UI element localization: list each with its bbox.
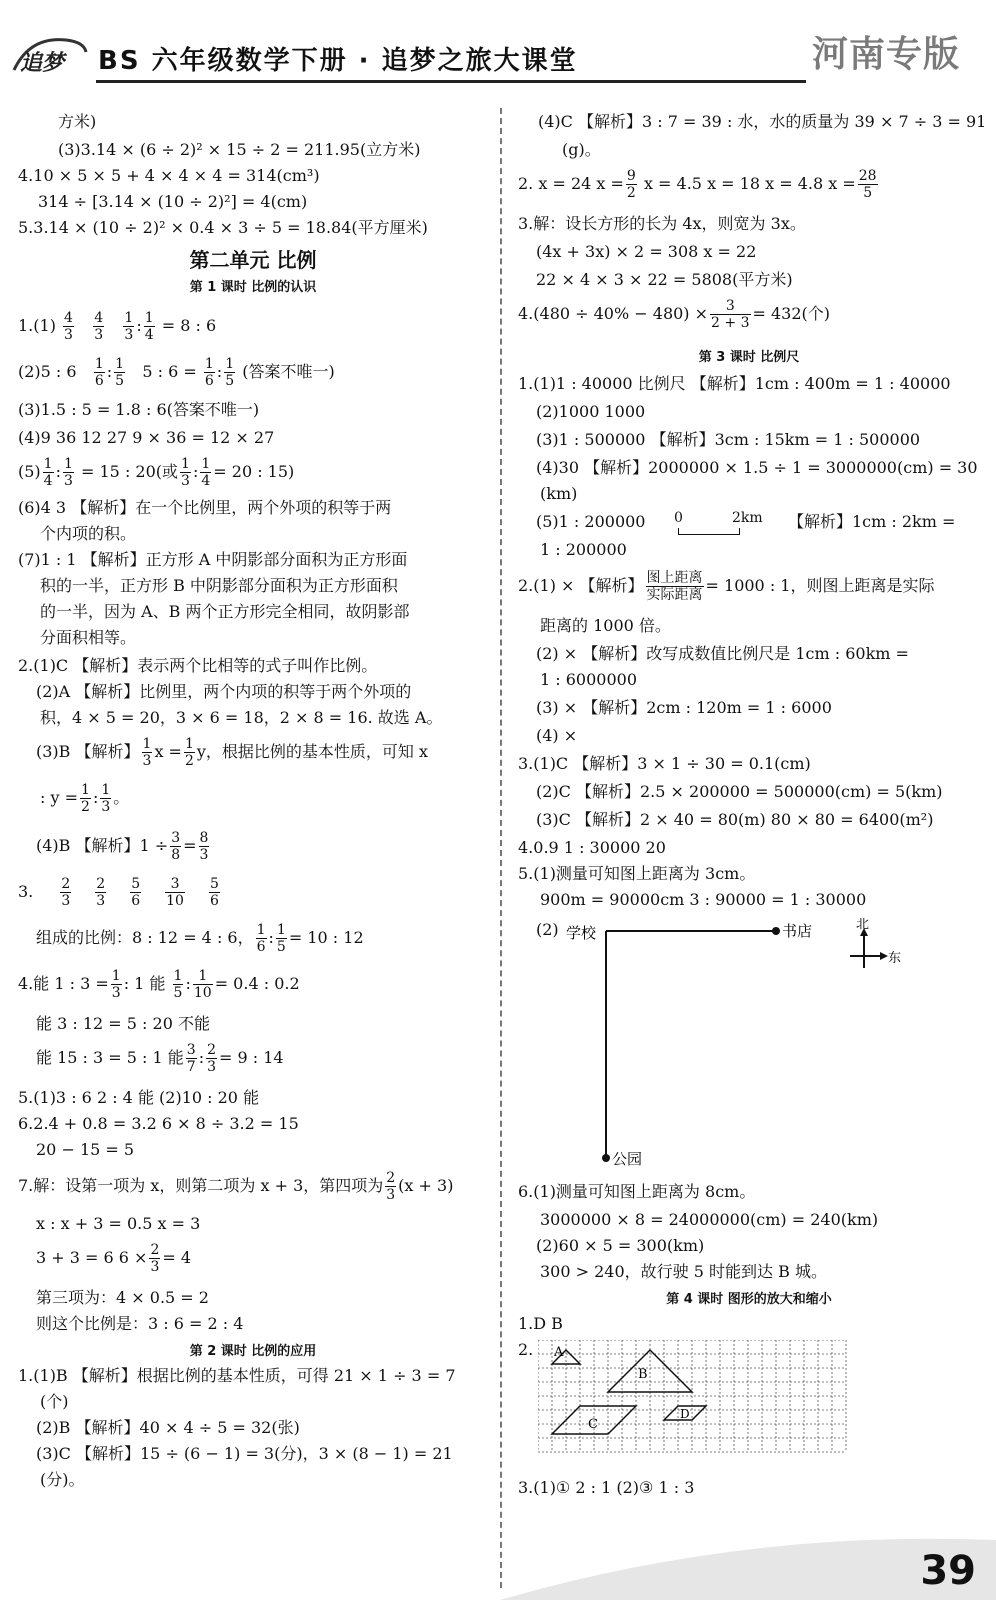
answer-line: (4x + 3x) × 2 = 308 x = 22 <box>536 242 757 261</box>
answer-line: 22 × 4 × 3 × 22 = 5808(平方米) <box>536 270 793 289</box>
answer-line: (5)1 : 200000 <box>536 512 646 531</box>
scale-bar <box>678 528 740 535</box>
answer-line: (g)。 <box>562 140 601 159</box>
answer-line: 组成的比例：8 : 12 = 4 : 6， $\frac{1}{6}$ : $\frac{1}{5}$ = 10 : 12 <box>36 922 364 955</box>
answer-line: 314 ÷ [3.14 × (10 ÷ 2)²] = 4(cm) <box>38 192 308 211</box>
answer-line: 2. x = 24 x = $\frac{9}{2}$ x = 4.5 x = 18 x = 4.8 x = $\frac{28}{5}$ <box>518 168 877 201</box>
answer-line: (4)B 【解析】1 ÷ $\frac{3}{8}$ = $\frac{8}{3}$ <box>36 830 209 863</box>
logo <box>10 30 90 80</box>
answer-line: 3. $\frac{2}{3}$ $\frac{2}{3}$ $\frac{5}{6}$ $\frac{3}{10}$ $\frac{5}{6}$ <box>18 876 219 909</box>
fraction: $\frac{3}{10}$ <box>166 876 184 909</box>
answer-line: 积的一半，正方形 B 中阴影部分面积为正方形面积 <box>40 576 398 595</box>
answer-line: 300 > 240，故行驶 5 时能到达 B 城。 <box>540 1262 827 1281</box>
answer-line: 3.解：设长方形的长为 4x，则宽为 3x。 <box>518 214 806 233</box>
answer-line: (2) × 【解析】改写成数值比例尺是 1cm : 60km = <box>536 644 909 663</box>
bookstore-label: 书店 <box>782 922 813 940</box>
answer-line: (7)1 : 1 【解析】正方形 A 中阴影部分面积为正方形面 <box>18 550 408 569</box>
answer-line: (个) <box>40 1392 69 1411</box>
scale-bar-2km: 2km <box>732 510 763 526</box>
answer-line: 分面积相等。 <box>40 628 137 647</box>
logo-text: 追梦 <box>20 51 65 76</box>
answer-line: 4.0.9 1 : 30000 20 <box>518 838 666 857</box>
answer-line: 能 3 : 12 = 5 : 20 不能 <box>36 1014 210 1033</box>
answer-line: 能 15 : 3 = 5 : 1 能 $\frac{3}{7}$ : $\frac{2}{3}$ = 9 : 14 <box>36 1042 284 1075</box>
page-number: 39 <box>920 1548 976 1594</box>
lesson-title: 第 3 课时 比例尺 <box>698 350 800 365</box>
answer-line: (3) × 【解析】2cm : 120m = 1 : 6000 <box>536 698 832 717</box>
enlargement-grid <box>538 1340 858 1460</box>
answer-line: 1.(1)B 【解析】根据比例的基本性质，可得 21 × 1 ÷ 3 = 7 <box>18 1366 456 1385</box>
answer-line: (3)3.14 × (6 ÷ 2)² × 15 ÷ 2 = 211.95(立方米) <box>58 140 421 159</box>
answer-line: 2.(1)C 【解析】表示两个比相等的式子叫作比例。 <box>18 656 378 675</box>
answer-line: 距离的 1000 倍。 <box>540 616 671 635</box>
answer-line: : y = $\frac{1}{2}$ : $\frac{1}{3}$ 。 <box>40 782 130 815</box>
answer-line: (3)C 【解析】2 × 40 = 80(m) 80 × 80 = 6400(m²) <box>536 810 934 829</box>
answer-line: 1.(1)1 : 40000 比例尺 【解析】1cm : 400m = 1 : 40000 <box>518 374 951 393</box>
east-label: 东 <box>888 951 902 966</box>
answer-line: 4.能 1 : 3 = $\frac{1}{3}$ : 1 能 $\frac{1}{5}$ : $\frac{1}{10}$ = 0.4 : 0.2 <box>18 968 300 1001</box>
answer-line: 7.解：设第一项为 x，则第二项为 x + 3，第四项为 $\frac{2}{3}$ (x + 3) <box>18 1170 454 1203</box>
answer-line: 20 − 15 = 5 <box>36 1140 135 1159</box>
page-header <box>0 0 996 88</box>
answer-line: (4)C 【解析】3 : 7 = 39 : 水，水的质量为 39 × 7 ÷ 3 = 91 <box>538 112 987 131</box>
fraction: $\frac{5}{6}$ <box>131 876 141 909</box>
answer-line: (3)B 【解析】 $\frac{1}{3}$ x = $\frac{1}{2}$ y，根据比例的基本性质，可知 x <box>36 736 429 769</box>
answer-line: x : x + 3 = 0.5 x = 3 <box>36 1214 201 1233</box>
answer-line: 积，4 × 5 = 20，3 × 6 = 18，2 × 8 = 16. 故选 A。 <box>40 708 443 727</box>
header-title: BS 六年级数学下册 · 追梦之旅大课堂 <box>98 46 578 76</box>
fraction: $\frac{5}{6}$ <box>209 876 219 909</box>
answer-line: 900m = 90000cm 3 : 90000 = 1 : 30000 <box>540 890 867 909</box>
compass-icon <box>850 928 888 968</box>
answer-line: (4)9 36 12 27 9 × 36 = 12 × 27 <box>18 428 275 447</box>
fraction: $\frac{2}{3}$ <box>61 876 71 909</box>
answer-line: 2. <box>518 1340 534 1359</box>
answer-line: (2)1000 1000 <box>536 402 646 421</box>
bookstore-point <box>772 927 780 935</box>
answer-line: (3)1.5 : 5 = 1.8 : 6(答案不唯一) <box>18 400 260 419</box>
lesson-title: 第 4 课时 图形的放大和缩小 <box>666 1292 832 1307</box>
answer-line: 3000000 × 8 = 24000000(cm) = 240(km) <box>540 1210 879 1229</box>
answer-line: 3.(1)C 【解析】3 × 1 ÷ 30 = 0.1(cm) <box>518 754 811 773</box>
answer-line: 个内项的积。 <box>40 524 137 543</box>
answer-line: 1.(1) $\frac{4}{3}$ $\frac{4}{3}$ $\frac{1}{3}$ : $\frac{1}{4}$ = 8 : 6 <box>18 310 217 343</box>
lesson-title: 第 1 课时 比例的认识 <box>189 280 317 295</box>
lesson-title: 第 2 课时 比例的应用 <box>189 1344 317 1359</box>
answer-line: (2)60 × 5 = 300(km) <box>536 1236 705 1255</box>
north-label: 北 <box>856 918 870 932</box>
park-label: 公园 <box>612 1150 643 1168</box>
column-divider <box>500 108 502 1588</box>
answer-line: (分)。 <box>40 1470 85 1489</box>
answer-line: 5.3.14 × (10 ÷ 2)² × 0.4 × 3 ÷ 5 = 18.84(平方厘米) <box>18 218 428 237</box>
unit-title: 第二单元 比例 <box>189 248 317 272</box>
answer-line: (3)C 【解析】15 ÷ (6 − 1) = 3(分)，3 × (8 − 1) = 21 <box>36 1444 453 1463</box>
grid-lines <box>538 1340 846 1452</box>
answer-line: 6.2.4 + 0.8 = 3.2 6 × 8 ÷ 3.2 = 15 <box>18 1114 299 1133</box>
answer-line: (4)30 【解析】2000000 × 1.5 ÷ 1 = 3000000(cm) = 30 <box>536 458 978 477</box>
answer-line: (2)5 : 6 $\frac{1}{6}$ : $\frac{1}{5}$ 5 : 6 = $\frac{1}{6}$ : $\frac{1}{5}$ (答案不唯一) <box>18 356 335 389</box>
park-point <box>602 1154 610 1162</box>
shape-d-label: D <box>680 1407 690 1421</box>
shape-a-label: A <box>554 1345 564 1360</box>
shape-b-label: B <box>638 1367 648 1382</box>
answer-line: 方米) <box>58 112 97 131</box>
answer-line: (6)4 3 【解析】在一个比例里，两个外项的积等于两 <box>18 498 392 517</box>
answer-line: (3)1 : 500000 【解析】3cm : 15km = 1 : 500000 <box>536 430 921 449</box>
answer-line: 5.(1)测量可知图上距离为 3cm。 <box>518 864 756 883</box>
school-label: 学校 <box>566 924 597 942</box>
header-rule <box>96 80 806 83</box>
answer-line: (2)A 【解析】比例里，两个内项的积等于两个外项的 <box>36 682 412 701</box>
answer-line: (2)C 【解析】2.5 × 200000 = 500000(cm) = 5(km) <box>536 782 943 801</box>
fraction: $\frac{2}{3}$ <box>96 876 106 909</box>
answer-line: 2.(1) × 【解析】 $\frac{\text{图上距离}}{\text{实际距离}}$ = 1000 : 1，则图上距离是实际 <box>518 570 935 603</box>
answer-line: 第三项为：4 × 0.5 = 2 <box>36 1288 209 1307</box>
answer-line: 5.(1)3 : 6 2 : 4 能 (2)10 : 20 能 <box>18 1088 260 1107</box>
answer-line: 4.10 × 5 × 5 + 4 × 4 × 4 = 314(cm³) <box>18 166 320 185</box>
answer-line: 【解析】1cm : 2km = <box>788 512 956 531</box>
answer-line: (km) <box>540 484 578 503</box>
answer-line: (4) × <box>536 726 578 745</box>
answer-line: 4.(480 ÷ 40% − 480) × $\frac{3}{2 + 3}$ = 432(个) <box>518 298 831 331</box>
answer-line: 1 : 200000 <box>540 540 627 559</box>
answer-line: 1.D B <box>518 1314 563 1333</box>
answer-line: 6.(1)测量可知图上距离为 8cm。 <box>518 1182 756 1201</box>
answer-line: 的一半，因为 A、B 两个正方形完全相同，故阴影部 <box>40 602 410 621</box>
answer-line: (2)B 【解析】40 × 4 ÷ 5 = 32(张) <box>36 1418 300 1437</box>
answer-line: 3.(1)① 2 : 1 (2)③ 1 : 3 <box>518 1478 695 1497</box>
shape-c-label: C <box>588 1417 598 1432</box>
answer-line: 1 : 6000000 <box>540 670 637 689</box>
answer-line: 3 + 3 = 6 6 × $\frac{2}{3}$ = 4 <box>36 1242 192 1275</box>
header-edition: 河南专版 <box>812 34 961 75</box>
scale-bar-zero: 0 <box>674 510 683 526</box>
answer-line: (5) $\frac{1}{4}$ : $\frac{1}{3}$ = 15 : 20(或 $\frac{1}{3}$ : $\frac{1}{4}$ = 20 : 15) <box>18 456 295 489</box>
direction-map <box>518 918 938 1178</box>
answer-line: 则这个比例是：3 : 6 = 2 : 4 <box>36 1314 244 1333</box>
answer-line: (2) <box>536 920 559 939</box>
